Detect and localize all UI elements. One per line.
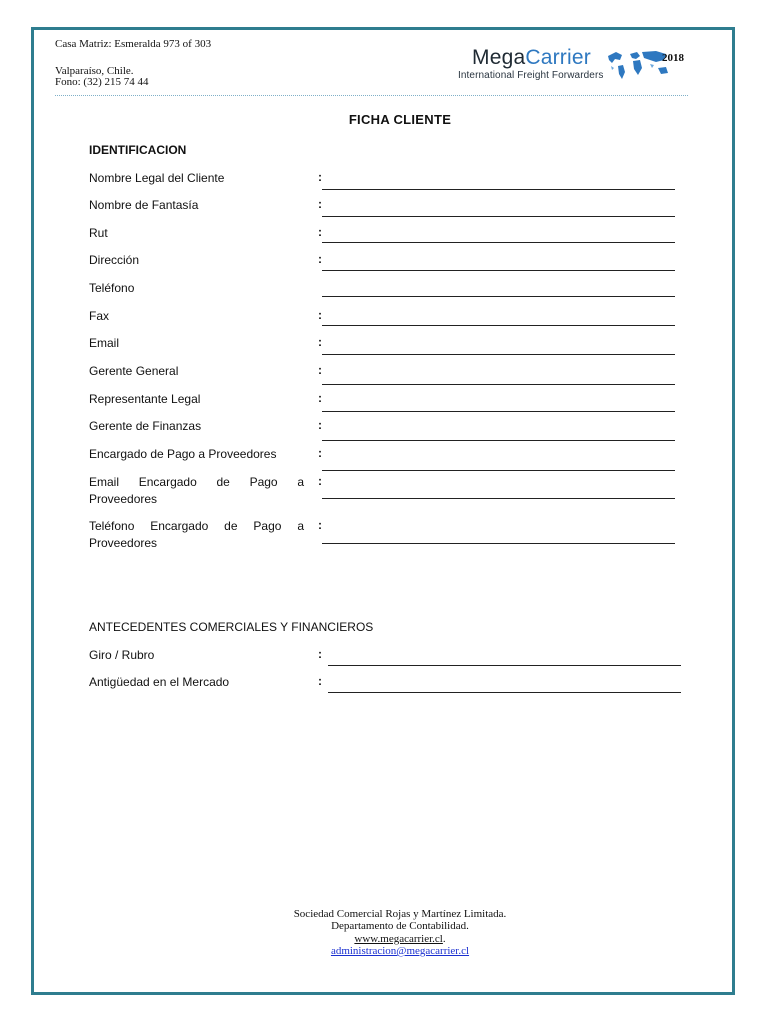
label-telefono: Teléfono: [89, 281, 135, 295]
field-line-gerente-finanzas[interactable]: [322, 440, 675, 441]
colon: :: [318, 418, 322, 432]
label-gerente-finanzas: Gerente de Finanzas: [89, 419, 202, 433]
colon: :: [318, 391, 322, 405]
colon: :: [318, 197, 322, 211]
field-line-encargado-pago[interactable]: [322, 470, 675, 471]
megacarrier-logo: [456, 44, 692, 88]
field-line-rut[interactable]: [322, 242, 675, 243]
colon: :: [318, 308, 322, 322]
field-line-representante-legal[interactable]: [322, 411, 675, 412]
field-line-giro-rubro[interactable]: [328, 665, 681, 666]
field-line-telefono[interactable]: [322, 296, 675, 297]
section-antecedentes-heading: ANTECEDENTES COMERCIALES Y FINANCIEROS: [89, 620, 374, 634]
label-rut: Rut: [89, 226, 108, 240]
field-line-fax[interactable]: [322, 325, 675, 326]
footer-department: Departamento de Contabilidad.: [331, 920, 469, 932]
colon: :: [318, 170, 322, 184]
footer-email-line: [0, 945, 768, 957]
field-line-antiguedad[interactable]: [328, 692, 681, 693]
logo-wordmark: [472, 46, 591, 70]
label-antiguedad: Antigüedad en el Mercado: [89, 675, 230, 689]
label-email-encargado-pago: Email Encargado de Pago a Proveedores: [89, 475, 304, 506]
label-encargado-pago: Encargado de Pago a Proveedores: [89, 447, 277, 461]
footer-company: Sociedad Comercial Rojas y Martínez Limitada.: [293, 908, 507, 920]
colon: :: [318, 225, 322, 239]
logo-carrier: Carrier: [525, 46, 591, 69]
section-identificacion-heading: IDENTIFICACION: [89, 143, 187, 157]
field-line-email[interactable]: [322, 354, 675, 355]
label-giro-rubro: Giro / Rubro: [89, 648, 155, 662]
logo-year: 2018: [662, 52, 684, 64]
field-line-email-encargado-pago[interactable]: [322, 498, 675, 499]
label-nombre-fantasia: Nombre de Fantasía: [89, 198, 199, 212]
colon: :: [318, 252, 322, 266]
header-city: Valparaíso, Chile.: [55, 65, 134, 77]
document-title: FICHA CLIENTE: [348, 112, 452, 127]
footer-website-suffix: .: [442, 933, 446, 945]
colon: :: [318, 474, 322, 488]
field-line-telefono-encargado-pago[interactable]: [322, 543, 675, 544]
logo-mega: Mega: [472, 46, 526, 69]
field-line-direccion[interactable]: [322, 270, 675, 271]
field-line-gerente-general[interactable]: [322, 384, 675, 385]
colon: :: [318, 647, 322, 661]
footer-website-link[interactable]: www.megacarrier.cl: [354, 933, 443, 945]
header-phone: Fono: (32) 215 74 44: [55, 76, 149, 88]
footer-email-link[interactable]: administracion@megacarrier.cl: [330, 945, 470, 957]
colon: :: [318, 335, 322, 349]
header-divider: [55, 95, 688, 96]
label-telefono-encargado-pago: Teléfono Encargado de Pago a Proveedores: [89, 519, 304, 550]
footer-website-line: [0, 933, 768, 945]
colon: :: [318, 674, 322, 688]
field-line-nombre-legal[interactable]: [322, 189, 675, 190]
colon: :: [318, 446, 322, 460]
colon: :: [318, 363, 322, 377]
label-fax: Fax: [89, 309, 110, 323]
label-email: Email: [89, 336, 120, 350]
label-representante-legal: Representante Legal: [89, 392, 201, 406]
field-line-nombre-fantasia[interactable]: [322, 216, 675, 217]
label-direccion: Dirección: [89, 253, 140, 267]
label-nombre-legal: Nombre Legal del Cliente: [89, 171, 225, 185]
logo-tagline: International Freight Forwarders: [458, 70, 604, 81]
header-address: Casa Matriz: Esmeralda 973 of 303: [55, 38, 212, 50]
label-gerente-general: Gerente General: [89, 364, 179, 378]
colon: :: [318, 518, 322, 532]
